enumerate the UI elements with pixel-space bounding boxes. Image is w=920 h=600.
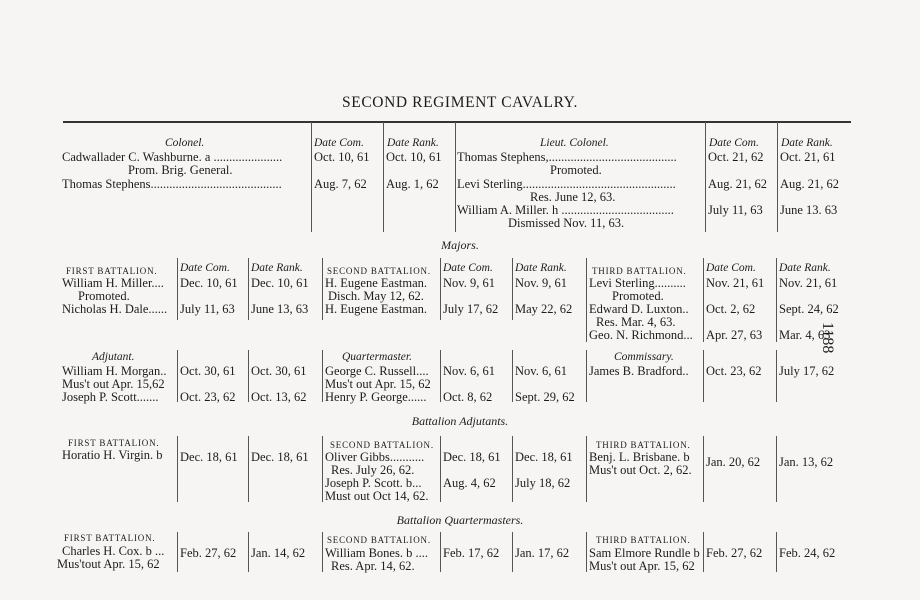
col-divider: [177, 350, 178, 402]
col-divider: [440, 532, 441, 572]
date-com-header: Date Com.: [314, 137, 364, 149]
officer-note: Mus'tout Apr. 15, 62: [57, 557, 160, 571]
date-rank: Mar. 4, 63: [779, 328, 831, 342]
col-divider: [703, 350, 704, 402]
officer-name: William H. Miller....: [62, 276, 164, 290]
officer-note: Dismissed Nov. 11, 63.: [508, 216, 625, 230]
date-com: Feb. 17, 62: [443, 546, 500, 560]
date-rank: Oct. 30, 61: [251, 364, 307, 378]
date-rank-header: Date Rank.: [251, 262, 303, 274]
date-rank: Jan. 14, 62: [251, 546, 306, 560]
date-com: Apr. 27, 63: [706, 328, 763, 342]
col-divider: [776, 532, 777, 572]
date-com: July 17, 62: [443, 302, 499, 316]
officer-note: Mus't out Oct. 2, 62.: [589, 463, 692, 477]
officer-name: Levi Sterling.................................................: [457, 177, 676, 191]
date-com: July 11, 63: [180, 302, 235, 316]
officer-note: Res. Mar. 4, 63.: [596, 315, 676, 329]
date-rank: Jan. 17, 62: [515, 546, 570, 560]
officer-name: Thomas Stephens..........................................: [62, 177, 282, 191]
officer-name: H. Eugene Eastman.: [325, 276, 428, 290]
date-com: Nov. 9, 61: [443, 276, 495, 290]
date-com: Aug. 21, 62: [708, 177, 768, 191]
date-rank: May 22, 62: [515, 302, 573, 316]
col-divider: [512, 436, 513, 502]
date-com: Feb. 27, 62: [706, 546, 763, 560]
date-com-header: Date Com.: [443, 262, 493, 274]
officer-name: William A. Miller. h ....................................: [457, 203, 674, 217]
date-rank: Dec. 10, 61: [251, 276, 309, 290]
officer-note: Mus't out Apr. 15, 62: [589, 559, 695, 573]
col-divider: [703, 436, 704, 502]
col-divider: [322, 350, 323, 402]
col-divider: [177, 532, 178, 572]
battalion-heading: FIRST BATTALION.: [66, 266, 158, 276]
battalion-heading: SECOND BATTALION.: [327, 266, 431, 276]
col-divider: [248, 350, 249, 402]
officer-name: Nicholas H. Dale......: [62, 302, 168, 316]
date-rank: Nov. 21, 61: [779, 276, 838, 290]
battalion-heading: FIRST BATTALION.: [64, 533, 156, 543]
date-com: Dec. 18, 61: [443, 450, 501, 464]
col-divider: [512, 350, 513, 402]
date-com: Oct. 30, 61: [180, 364, 236, 378]
officer-name: Sam Elmore Rundle b: [589, 546, 700, 560]
colonel-heading: Colonel.: [165, 137, 205, 149]
battalion-heading: FIRST BATTALION.: [68, 438, 160, 448]
col-divider: [705, 122, 706, 232]
date-com: Oct. 23, 62: [706, 364, 762, 378]
officer-name: Horatio H. Virgin. b: [62, 448, 163, 462]
officer-note: Prom. Brig. General.: [128, 163, 233, 177]
date-com: Jan. 20, 62: [706, 455, 761, 469]
date-com: Oct. 8, 62: [443, 390, 493, 404]
officer-name: Thomas Stephens,.........................................: [457, 150, 677, 164]
col-divider: [586, 436, 587, 502]
majors-heading: Majors.: [441, 238, 479, 252]
col-divider: [512, 532, 513, 572]
date-rank: Dec. 18, 61: [251, 450, 309, 464]
col-divider: [322, 436, 323, 502]
date-rank: Nov. 6, 61: [515, 364, 567, 378]
date-rank-header: Date Rank.: [781, 137, 833, 149]
col-divider: [512, 258, 513, 320]
col-divider: [455, 122, 456, 232]
page-number: 1188: [819, 322, 836, 354]
date-rank: Sept. 29, 62: [515, 390, 575, 404]
col-divider: [311, 122, 312, 232]
date-rank: Oct. 13, 62: [251, 390, 307, 404]
officer-note: Disch. May 12, 62.: [328, 289, 424, 303]
commissary-heading: Commissary.: [614, 351, 674, 363]
battalion-heading: SECOND BATTALION.: [327, 535, 431, 545]
quartermaster-heading: Quartermaster.: [342, 351, 412, 363]
date-com: Dec. 18, 61: [180, 450, 238, 464]
date-rank-header: Date Rank.: [779, 262, 831, 274]
col-divider: [703, 532, 704, 572]
date-com: Nov. 21, 61: [706, 276, 765, 290]
officer-name: William H. Morgan..: [62, 364, 167, 378]
date-rank: Nov. 9, 61: [515, 276, 567, 290]
col-divider: [586, 532, 587, 572]
officer-name: Levi Sterling..........: [589, 276, 686, 290]
col-divider: [177, 436, 178, 502]
battalion-heading: THIRD BATTALION.: [592, 266, 687, 276]
officer-name: James B. Bradford..: [589, 364, 689, 378]
date-com: Oct. 23, 62: [180, 390, 236, 404]
officer-note: Res. June 12, 63.: [530, 190, 616, 204]
date-com-header: Date Com.: [706, 262, 756, 274]
col-divider: [586, 258, 587, 342]
officer-name: Charles H. Cox. b ...: [62, 544, 165, 558]
officer-name: Joseph P. Scott. b...: [325, 476, 422, 490]
date-com: Oct. 10, 61: [314, 150, 370, 164]
date-com: Dec. 10, 61: [180, 276, 238, 290]
date-com-header: Date Com.: [709, 137, 759, 149]
officer-note: Mus't out Apr. 15,62: [62, 377, 165, 391]
officer-name: Edward D. Luxton..: [589, 302, 689, 316]
officer-name: Oliver Gibbs...........: [325, 450, 425, 464]
battalion-heading: THIRD BATTALION.: [596, 535, 691, 545]
col-divider: [703, 258, 704, 342]
date-rank: July 17, 62: [779, 364, 835, 378]
col-divider: [177, 258, 178, 320]
date-rank: Aug. 21, 62: [780, 177, 840, 191]
col-divider: [322, 532, 323, 572]
col-divider: [248, 258, 249, 320]
col-divider: [776, 436, 777, 502]
date-rank-header: Date Rank.: [387, 137, 439, 149]
date-com: Oct. 21, 62: [708, 150, 764, 164]
col-divider: [322, 258, 323, 320]
adjutant-heading: Adjutant.: [92, 351, 135, 363]
battalion-heading: SECOND BATTALION.: [330, 440, 434, 450]
officer-note: Res. July 26, 62.: [331, 463, 415, 477]
date-rank-header: Date Rank.: [515, 262, 567, 274]
date-com-header: Date Com.: [180, 262, 230, 274]
date-rank: Oct. 10, 61: [386, 150, 442, 164]
date-rank: Dec. 18, 61: [515, 450, 573, 464]
officer-note: Promoted.: [612, 289, 664, 303]
officer-name: George C. Russell....: [325, 364, 429, 378]
officer-note: Must out Oct 14, 62.: [325, 489, 429, 503]
col-divider: [248, 436, 249, 502]
date-com: Aug. 4, 62: [443, 476, 496, 490]
battalion-quartermasters-heading: Battalion Quartermasters.: [396, 513, 524, 527]
page-title: SECOND REGIMENT CAVALRY.: [342, 94, 578, 111]
col-divider: [440, 436, 441, 502]
col-divider: [383, 122, 384, 232]
officer-note: Res. Apr. 14, 62.: [331, 559, 415, 573]
officer-note: Promoted.: [550, 163, 602, 177]
col-divider: [776, 350, 777, 402]
col-divider: [586, 350, 587, 402]
officer-note: Promoted.: [78, 289, 130, 303]
officer-name: Henry P. George......: [325, 390, 427, 404]
col-divider: [777, 122, 778, 232]
date-rank: June 13, 63: [251, 302, 309, 316]
date-com: Feb. 27, 62: [180, 546, 237, 560]
officer-note: Mus't out Apr. 15, 62: [325, 377, 431, 391]
date-com: Nov. 6, 61: [443, 364, 495, 378]
officer-name: William Bones. b ....: [325, 546, 428, 560]
date-rank: Sept. 24, 62: [779, 302, 839, 316]
col-divider: [440, 350, 441, 402]
date-rank: Aug. 1, 62: [386, 177, 439, 191]
battalion-adjutants-heading: Battalion Adjutants.: [411, 414, 509, 428]
officer-name: H. Eugene Eastman.: [325, 302, 428, 316]
officer-name: Cadwallader C. Washburne. a ......................: [62, 150, 283, 164]
date-rank: Jan. 13, 62: [779, 455, 834, 469]
date-rank: Feb. 24, 62: [779, 546, 836, 560]
col-divider: [440, 258, 441, 320]
officer-name: Joseph P. Scott.......: [62, 390, 159, 404]
battalion-heading: THIRD BATTALION.: [596, 440, 691, 450]
date-rank: June 13. 63: [780, 203, 838, 217]
col-divider: [776, 258, 777, 342]
lt-colonel-heading: Lieut. Colonel.: [540, 137, 609, 149]
date-com: Aug. 7, 62: [314, 177, 367, 191]
date-rank: July 18, 62: [515, 476, 571, 490]
top-rule: [63, 121, 851, 123]
officer-name: Geo. N. Richmond...: [589, 328, 693, 342]
date-rank: Oct. 21, 61: [780, 150, 836, 164]
officer-name: Benj. L. Brisbane. b: [589, 450, 690, 464]
date-com: Oct. 2, 62: [706, 302, 756, 316]
date-com: July 11, 63: [708, 203, 763, 217]
col-divider: [248, 532, 249, 572]
